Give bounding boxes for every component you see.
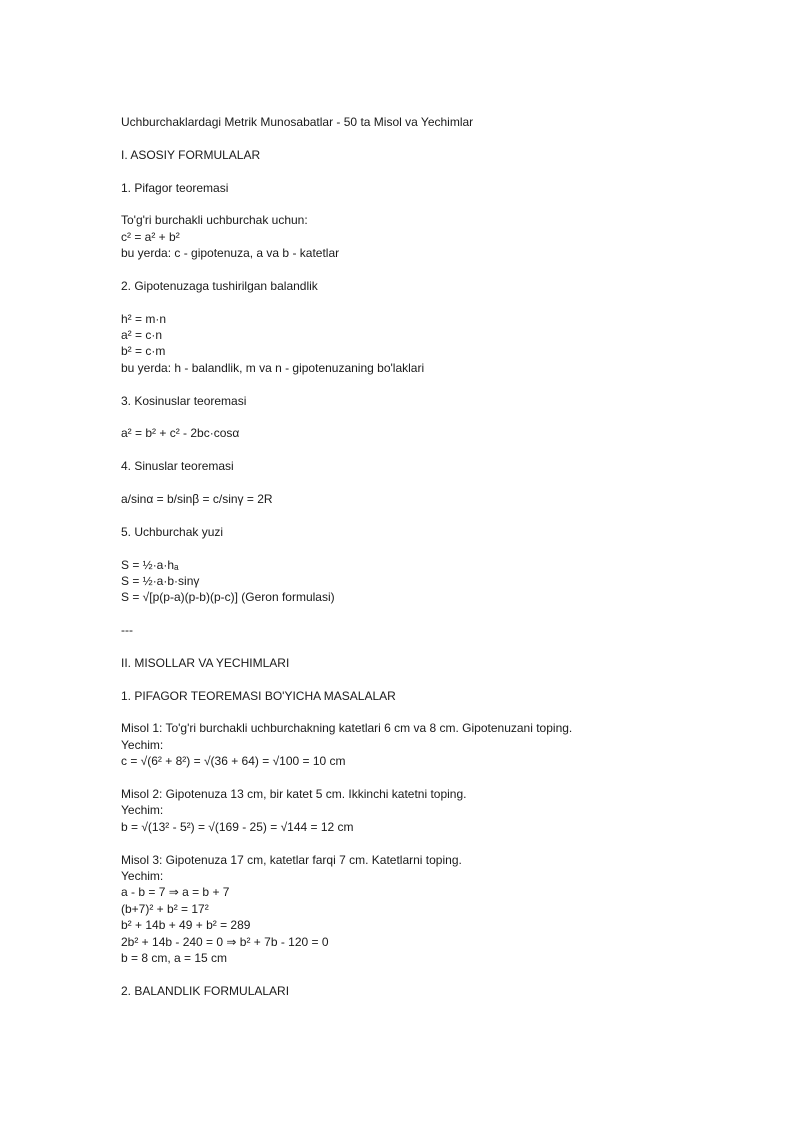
subsection-heading: 5. Uchburchak yuzi: [121, 524, 224, 539]
blank-line: [121, 163, 741, 179]
section-heading: I. ASOSIY FORMULALAR: [121, 147, 261, 162]
formula-line: a² = b² + c² - 2bc·cosα: [121, 426, 240, 441]
subsection-heading: 1. PIFAGOR TEOREMASI BO'YICHA MASALALAR: [121, 688, 396, 703]
formula-line: h² = m·n: [121, 311, 167, 326]
solution-line: b = √(13² - 5²) = √(169 - 25) = √144 = 12 cm: [121, 819, 354, 834]
blank-line: [121, 639, 741, 655]
text-line: bu yerda: h - balandlik, m va n - gipotenuzaning bo'laklari: [121, 360, 425, 375]
problem-statement: Misol 3: Gipotenuza 17 cm, katetlar farqi 7 cm. Katetlarni toping.: [121, 852, 462, 867]
solution-label: Yechim:: [121, 868, 164, 883]
blank-line: [121, 294, 741, 310]
text-line: bu yerda: c - gipotenuza, a va b - katetlar: [121, 246, 340, 261]
blank-line: [121, 770, 741, 786]
subsection-heading: 3. Kosinuslar teoremasi: [121, 393, 247, 408]
section-heading: II. MISOLLAR VA YECHIMLARI: [121, 655, 290, 670]
formula-line: S = ½·a·hₐ: [121, 557, 179, 572]
blank-line: [121, 196, 741, 212]
blank-line: [121, 966, 741, 982]
text-line: To'g'ri burchakli uchburchak uchun:: [121, 213, 308, 228]
subsection-heading: 2. Gipotenuzaga tushirilgan balandlik: [121, 278, 318, 293]
problem-statement: Misol 1: To'g'ri burchakli uchburchakning katetlari 6 cm va 8 cm. Gipotenuzani toping.: [121, 721, 573, 736]
subsection-heading: 1. Pifagor teoremasi: [121, 180, 229, 195]
subsection-heading: 2. BALANDLIK FORMULALARI: [121, 983, 290, 998]
blank-line: [121, 540, 741, 556]
formula-line: a² = c·n: [121, 328, 163, 343]
formula-line: S = √[p(p-a)(p-b)(p-c)] (Geron formulasi): [121, 590, 335, 605]
document-title: Uchburchaklardagi Metrik Munosabatlar - 50 ta Misol va Yechimlar: [121, 115, 474, 129]
document-body: [121, 114, 741, 999]
blank-line: [121, 130, 741, 146]
solution-line: c = √(6² + 8²) = √(36 + 64) = √100 = 10 cm: [121, 754, 346, 769]
solution-line: 2b² + 14b - 240 = 0 ⇒ b² + 7b - 120 = 0: [121, 934, 329, 949]
blank-line: [121, 376, 741, 392]
solution-line: b = 8 cm, a = 15 cm: [121, 950, 228, 965]
blank-line: [121, 835, 741, 851]
blank-line: [121, 507, 741, 523]
solution-label: Yechim:: [121, 803, 164, 818]
blank-line: [121, 475, 741, 491]
formula-line: S = ½·a·b·sinγ: [121, 573, 200, 588]
blank-line: [121, 409, 741, 425]
blank-line: [121, 671, 741, 687]
blank-line: [121, 704, 741, 720]
separator: ---: [121, 623, 133, 638]
blank-line: [121, 606, 741, 622]
formula-line: b² = c·m: [121, 344, 166, 359]
formula-line: a/sinα = b/sinβ = c/sinγ = 2R: [121, 491, 273, 506]
formula-line: c² = a² + b²: [121, 229, 180, 244]
blank-line: [121, 262, 741, 278]
solution-line: (b+7)² + b² = 17²: [121, 901, 209, 916]
problem-statement: Misol 2: Gipotenuza 13 cm, bir katet 5 cm. Ikkinchi katetni toping.: [121, 787, 467, 802]
subsection-heading: 4. Sinuslar teoremasi: [121, 459, 234, 474]
blank-line: [121, 442, 741, 458]
solution-label: Yechim:: [121, 737, 164, 752]
solution-line: a - b = 7 ⇒ a = b + 7: [121, 885, 230, 900]
solution-line: b² + 14b + 49 + b² = 289: [121, 918, 251, 933]
